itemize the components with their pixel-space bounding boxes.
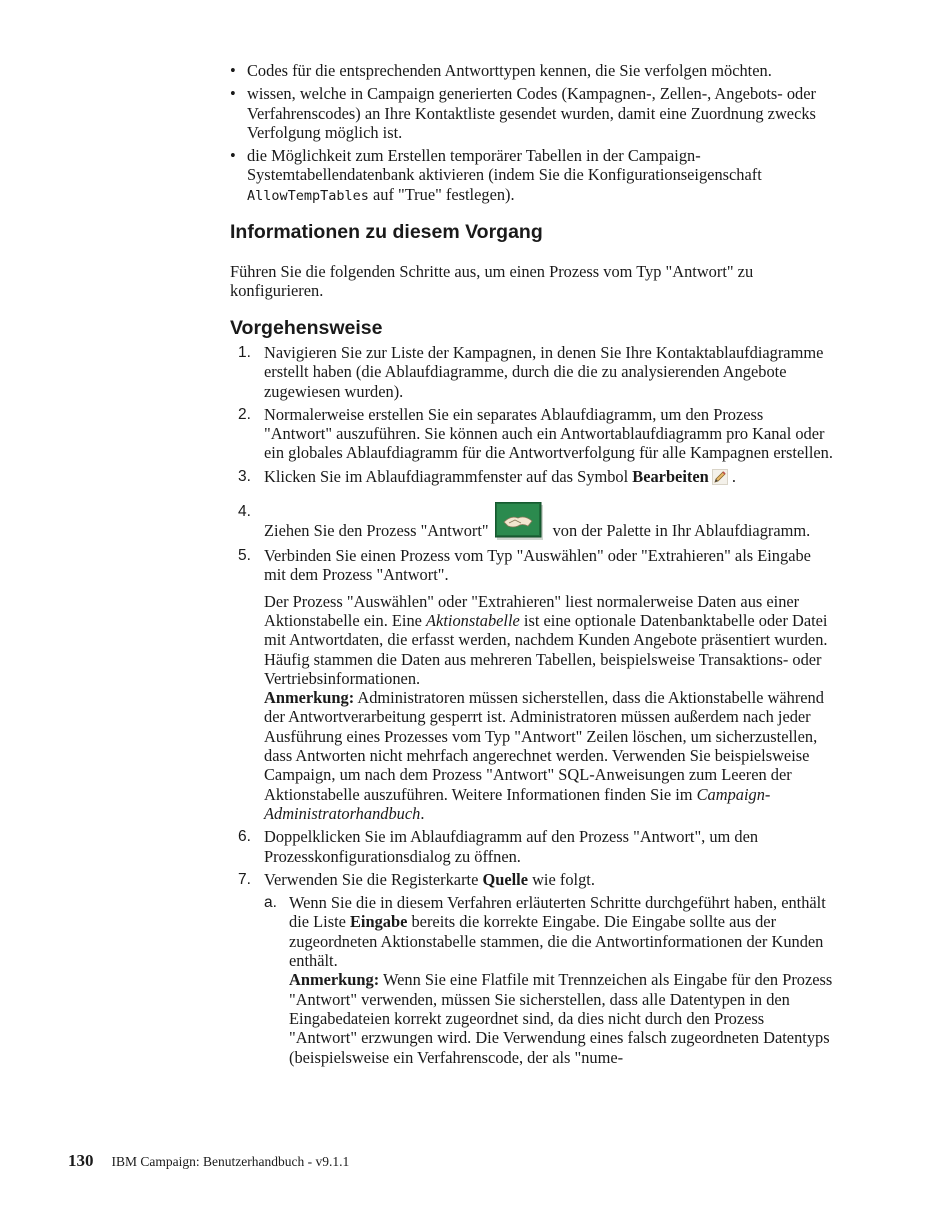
step-1: 1. Navigieren Sie zur Liste der Kampagnen, in denen Sie Ihre Kontaktablaufdiagramme erstellt haben (die Ablaufdiagramme, durch die die zu analysierenden Angebote zugewiesen wurden). [238,343,824,401]
procedure-steps [230,343,835,1071]
note: Anmerkung: Wenn Sie eine Flatfile mit Trennzeichen als Eingabe für den Prozess "Antwort" verwenden, müssen Sie sicherstellen, dass alle Datentypen in den Eingabedateien korrekt zugeordnet sind, da dies nicht durch den Prozess "Antwort" erzwungen wird. Die Verwendung eines falsch zugeordneten Datentyps (beispielsweise ein Verfahrenscode, der als "nume- [289,970,833,1067]
edit-label: Bearbeiten [632,466,709,486]
step-5: 5. Verbinden Sie einen Prozess vom Typ "Auswählen" oder "Extrahieren" als Eingabe mit dem Prozess "Antwort". Der Prozess "Auswählen" oder "Extrahieren" liest normalerweise Daten aus einer Aktionstabelle ein. Eine Aktionstabelle ist eine optionale Datenbanktabelle oder Datei mit Antwortdaten, die erfasst werden, nachdem Kunden Angebote präsentiert wurden. Häufig stammen die Daten aus mehreren Tabellen, beispielsweise Transaktions- oder Vertriebsinformationen. Anmerkung: Administratoren müssen sicherstellen, dass die Aktionstabelle während der Antwortverarbeitung gesperrt ist. Administratoren müssen außerdem nach jeder Ausführung eines Prozesses vom Typ "Antwort" Zeilen löschen, um sicherzustellen, dass Antworten nicht mehrfach angerechnet werden. Verwenden Sie beispielsweise Campaign, um nach dem Prozess "Antwort" SQL-Anweisungen zum Leeren der Aktionstabelle auszuführen. Weitere Informationen finden Sie im Campaign-Administratorhandbuch. [230,546,835,823]
step-3: 3. Klicken Sie im Ablaufdiagrammfenster auf das Symbol Bearbeiten . [238,466,736,486]
section-about-text: Führen Sie die folgenden Schritte aus, um einen Prozess vom Typ "Antwort" zu konfigurieren. [230,262,754,301]
step-2: 2. Normalerweise erstellen Sie ein separates Ablaufdiagramm, um den Prozess "Antwort" auszuführen. Sie können auch ein Antwortablaufdiagramm pro Kanal oder ein globales Ablaufdiagramm für die Antwortverfolgung für alle Kampagnen erstellen. [238,404,833,463]
page-number: 130 [68,1151,94,1170]
source-tab-label: Quelle [482,869,528,889]
section-heading-about: Informationen zu diesem Vorgang [230,221,543,243]
note: Anmerkung: Administratoren müssen sicherstellen, dass die Aktionstabelle während der Antwortverarbeitung gesperrt ist. Administratoren müssen außerdem nach jeder Ausführung eines Prozesses vom Typ "Antwort" Zeilen löschen, um sicherzustellen, dass Antworten nicht mehrfach angerechnet werden. Verwenden Sie beispielsweise Campaign, um nach dem Prozess "Antwort" SQL-Anweisungen zum Leeren der Aktionstabelle auszuführen. Weitere Informationen finden Sie im Campaign-Administratorhandbuch. [264,688,824,823]
prerequisite-list [230,61,835,210]
handshake-icon [495,502,547,542]
pencil-icon [712,469,728,485]
list-item: • Codes für die entsprechenden Antworttypen kennen, die Sie verfolgen möchten. [230,61,772,80]
section-heading-procedure: Vorgehensweise [230,317,383,339]
substep-list [264,893,835,1067]
input-list-label: Eingabe [350,912,408,932]
page-footer [68,1151,349,1171]
step-7: 7. Verwenden Sie die Registerkarte Quelle wie folgt. a. Wenn Sie die in diesem Verfahren erläuterten Schritte durchgeführt haben, enthält die Liste Eingabe bereits die korrekte Eingabe. Die Eingabe sollte aus der zugeordneten Aktionstabelle stammen, die die Antwortinformationen der Kunden enthält. Anmerkung: Wenn Sie eine Flatfile mit Trennzeichen als Eingabe für den Prozess "Antwort" verwenden, müssen Sie sicherstellen, dass alle Datentypen in den Eingabedateien korrekt zugeordnet sind, da dies nicht durch den Prozess "Antwort" erzwungen wird. Die Verwendung eines falsch zugeordneten Datentyps (beispielsweise ein Verfahrenscode, der als "nume- [230,870,835,1067]
action-table-paragraph: Der Prozess "Auswählen" oder "Extrahieren" liest normalerweise Daten aus einer Aktionstabelle ein. Eine Aktionstabelle ist eine optionale Datenbanktabelle oder Datei mit Antwortdaten, die erfasst werden, nachdem Kunden Angebote präsentiert wurden. Häufig stammen die Daten aus mehreren Tabellen, beispielsweise Transaktions- oder Vertriebsinformationen. [264,591,828,688]
list-item: • die Möglichkeit zum Erstellen temporärer Tabellen in der Campaign-Systemtabellendatenbank aktivieren (indem Sie die Konfigurationseigenschaft AllowTempTables auf "True" festlegen). [230,146,762,204]
list-item: • wissen, welche in Campaign generierten Codes (Kampagnen-, Zellen-, Angebots- oder Verfahrenscodes) an Ihre Kontaktliste gesendet wurden, damit eine Zuordnung zwecks Verfolgung möglich ist. [230,84,816,142]
step-6: 6. Doppelklicken Sie im Ablaufdiagramm auf den Prozess "Antwort", um den Prozesskonfigurationsdialog zu öffnen. [238,827,759,866]
footer-title: IBM Campaign: Benutzerhandbuch - v9.1.1 [111,1154,350,1169]
step-4: 4. Ziehen Sie den Prozess "Antwort" von der Palette in Ihr Ablaufdiagramm. [238,503,811,541]
config-property-code: AllowTempTables [247,187,369,204]
substep-a: a. Wenn Sie die in diesem Verfahren erläuterten Schritte durchgeführt haben, enthält die Liste Eingabe bereits die korrekte Eingabe. Die Eingabe sollte aus der zugeordneten Aktionstabelle stammen, die die Antwortinformationen der Kunden enthält. Anmerkung: Wenn Sie eine Flatfile mit Trennzeichen als Eingabe für den Prozess "Antwort" verwenden, müssen Sie sicherstellen, dass alle Datentypen in den Eingabedateien korrekt zugeordnet sind, da dies nicht durch den Prozess "Antwort" erzwungen wird. Die Verwendung eines falsch zugeordneten Datentyps (beispielsweise ein Verfahrenscode, der als "nume- [264,893,835,1067]
